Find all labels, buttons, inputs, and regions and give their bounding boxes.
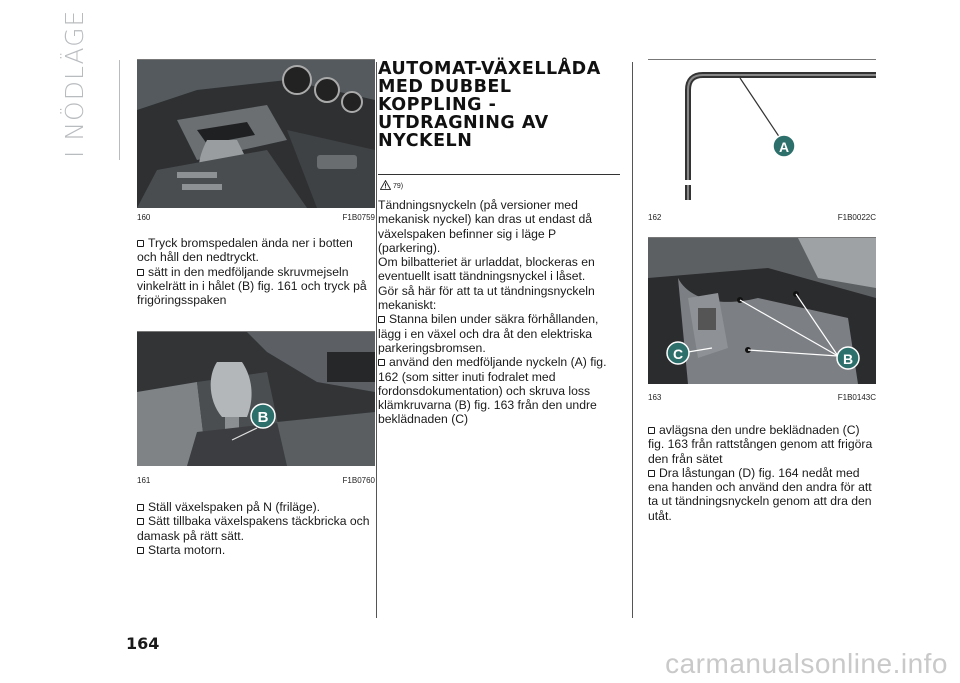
figure-162-caption [648, 213, 876, 222]
instruction-bullet: Ställ växelspaken på N (friläge). [137, 500, 375, 514]
figure-163-photo [648, 238, 876, 384]
figure-number: 160 [137, 213, 151, 222]
callout-b: B [842, 351, 854, 367]
figure-code: F1B0759 [342, 213, 375, 222]
page-number: 164 [126, 634, 160, 653]
column-3-text [648, 423, 876, 523]
instruction-bullet: använd den medföljande nyckeln (A) fig. 162 (som sitter inuti fodralet med fordonsdokumentation) och skruva loss klämkruvarna (B) fig. 163 från den undre beklädnaden (C) [378, 355, 620, 426]
instruction-bullet: sätt in den medföljande skruvmejseln vinkelrätt in i hålet (B) fig. 161 och tryck på frigöringsspaken [137, 265, 375, 308]
callout-a: A [778, 139, 790, 155]
column-divider [376, 62, 377, 618]
figure-number: 163 [648, 393, 662, 402]
instruction-bullet: avlägsna den undre beklädnaden (C) fig. 163 från rattstången genom att frigöra den från sätet [648, 423, 876, 466]
warning-triangle-icon [380, 180, 391, 190]
figure-163-caption [648, 393, 876, 402]
watermark: carmanualsonline.info [665, 648, 948, 679]
column-2-text [378, 198, 620, 427]
paragraph: Gör så här för att ta ut tändningsnyckeln mekaniskt: [378, 283, 595, 313]
figure-number: 162 [648, 213, 662, 222]
callout-b: B [257, 409, 269, 426]
heading-rule [378, 174, 620, 175]
instruction-bullet: Tryck bromspedalen ända ner i botten och håll den nedtryckt. [137, 236, 375, 265]
figure-162-drawing [648, 60, 876, 208]
figure-160-caption [137, 213, 375, 222]
instruction-bullet: Dra låstungan (D) fig. 164 nedåt med ena handen och använd den andra för att ta ut tändningsnyckeln genom att dra den utåt. [648, 466, 876, 523]
section-heading: AUTOMAT-VÄXELLÅDA MED DUBBEL KOPPLING - UTDRAGNING AV NYCKELN [378, 59, 601, 151]
paragraph: Tändningsnyckeln (på versioner med mekanisk nyckel) kan dras ut endast då växelspaken befinner sig i läge P (parkering). [378, 198, 593, 255]
instruction-bullet: Stanna bilen under säkra förhållanden, lägg i en växel och dra åt den elektriska parkeringsbromsen. [378, 312, 620, 355]
callout-c: C [672, 346, 684, 362]
figure-160-photo [137, 60, 375, 208]
figure-number: 161 [137, 476, 151, 485]
figure-code: F1B0143C [837, 393, 876, 402]
warning-reference [380, 180, 403, 190]
figure-code: F1B0022C [837, 213, 876, 222]
figure-code: F1B0760 [342, 476, 375, 485]
section-rule [119, 60, 120, 160]
instruction-bullet: Sätt tillbaka växelspakens täckbricka och damask på rätt sätt. [137, 514, 375, 543]
paragraph: Om bilbatteriet är urladdat, blockeras en eventuellt isatt tändningsnyckel i låset. [378, 255, 595, 284]
column-1-text-b [137, 500, 375, 557]
column-1-text-a [137, 236, 375, 307]
section-label: I NÖDLÄGE [60, 9, 89, 158]
column-divider [632, 62, 633, 618]
figure-161-caption [137, 476, 375, 485]
figure-161-photo [137, 332, 375, 466]
warning-number: 79) [393, 183, 404, 190]
instruction-bullet: Starta motorn. [137, 543, 375, 557]
